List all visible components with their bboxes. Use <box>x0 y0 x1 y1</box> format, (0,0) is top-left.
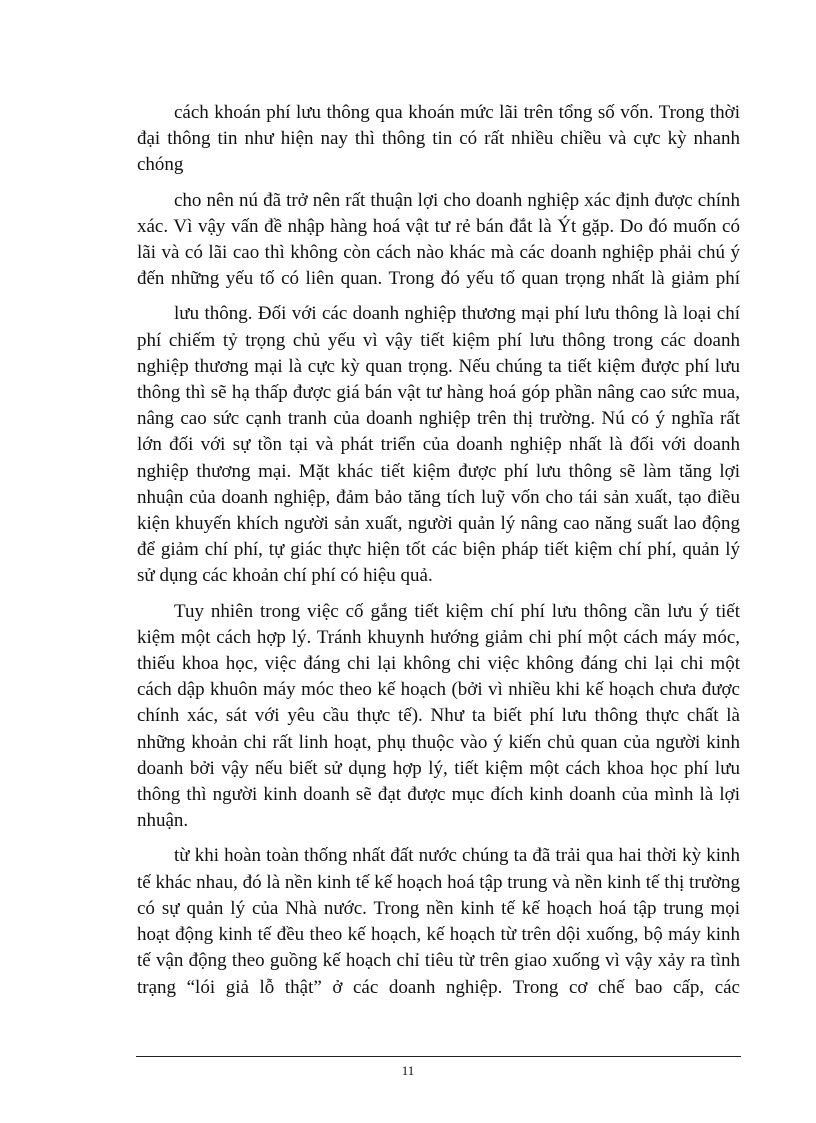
paragraph-4: Tuy nhiên trong việc cố gắng tiết kiệm chí phí lưu thông cần lưu ý tiết kiệm một cách hợp lý. Tránh khuynh hướng giảm chi phí một cách máy móc, thiếu khoa học, việc đáng chi lại không chi việc không đáng chi lại chi một cách dập khuôn máy móc theo kế hoạch (bởi vì nhiều khi kế hoạch chưa được chính xác, sát với yêu cầu thực tế). Như ta biết phí lưu thông thực chất là những khoản chi rất linh hoạt, phụ thuộc vào ý kiến chủ quan của người kinh doanh bởi vậy nếu biết sử dụng hợp lý, tiết kiệm một cách khoa học phí lưu thông thì người kinh doanh sẽ đạt được mục đích kinh doanh của mình là lợi nhuận. <box>137 600 740 832</box>
body-text <box>137 100 740 1010</box>
paragraph-5: từ khi hoàn toàn thống nhất đất nước chúng ta đã trải qua hai thời kỳ kinh tế khác nhau, đó là nền kinh tế kế hoạch hoá tập trung và nền kinh tế thị trường có sự quản lý của Nhà nước. Trong nền kinh tế kế hoạch hoá tập trung mọi hoạt động kinh tế đều theo kế hoạch, kế hoạch từ trên dội xuống, bộ máy kinh tế vận động theo guồng kế hoạch chỉ tiêu từ trên giao xuống vì vậy xảy ra tình trạng “lói giả lỗ thật” ở các doanh nghiệp. Trong cơ chế bao cấp, các <box>137 845 740 998</box>
paragraph-2: cho nên nú đã trở nên rất thuận lợi cho doanh nghiệp xác định được chính xác. Vì vậy vấn đề nhập hàng hoá vật tư rẻ bán đắt là Ýt gặp. Do đó muốn có lãi và có lãi cao thì không còn cách nào khác mà các doanh nghiệp phải chú ý đến những yếu tố có liên quan. Trong đó yếu tố quan trọng nhất là giảm phí <box>137 189 740 290</box>
paragraph-3: lưu thông. Đối với các doanh nghiệp thương mại phí lưu thông là loại chí phí chiếm tỷ trọng chủ yếu vì vậy tiết kiệm phí lưu thông trong các doanh nghiệp thương mại là cực kỳ quan trọng. Nếu chúng ta tiết kiệm được phí lưu thông thì sẽ hạ thấp được giá bán vật tư hàng hoá góp phần nâng cao sức mua, nâng cao sức cạnh tranh của doanh nghiệp trên thị trường. Nú có ý nghĩa rất lớn đối với sự tồn tại và phát triển của doanh nghiệp nhất là đối với doanh nghiệp thương mại. Mặt khác tiết kiệm được phí lưu thông sẽ làm tăng lợi nhuận của doanh nghiệp, đảm bảo tăng tích luỹ vốn cho tái sản xuất, tạo điều kiện khuyến khích người sản xuất, người quản lý nâng cao năng suất lao động để giảm chí phí, tự giác thực hiện tốt các biện pháp tiết kiệm chí phí, quản lý sử dụng các khoản chí phí có hiệu quả. <box>137 303 740 587</box>
page-number: 11 <box>401 1063 415 1078</box>
footer-divider <box>136 1056 741 1057</box>
paragraph-1: cách khoán phí lưu thông qua khoán mức lãi trên tổng số vốn. Trong thời đại thông tin như hiện nay thì thông tin có rất nhiều chiều và cực kỳ nhanh chóng <box>137 102 740 176</box>
